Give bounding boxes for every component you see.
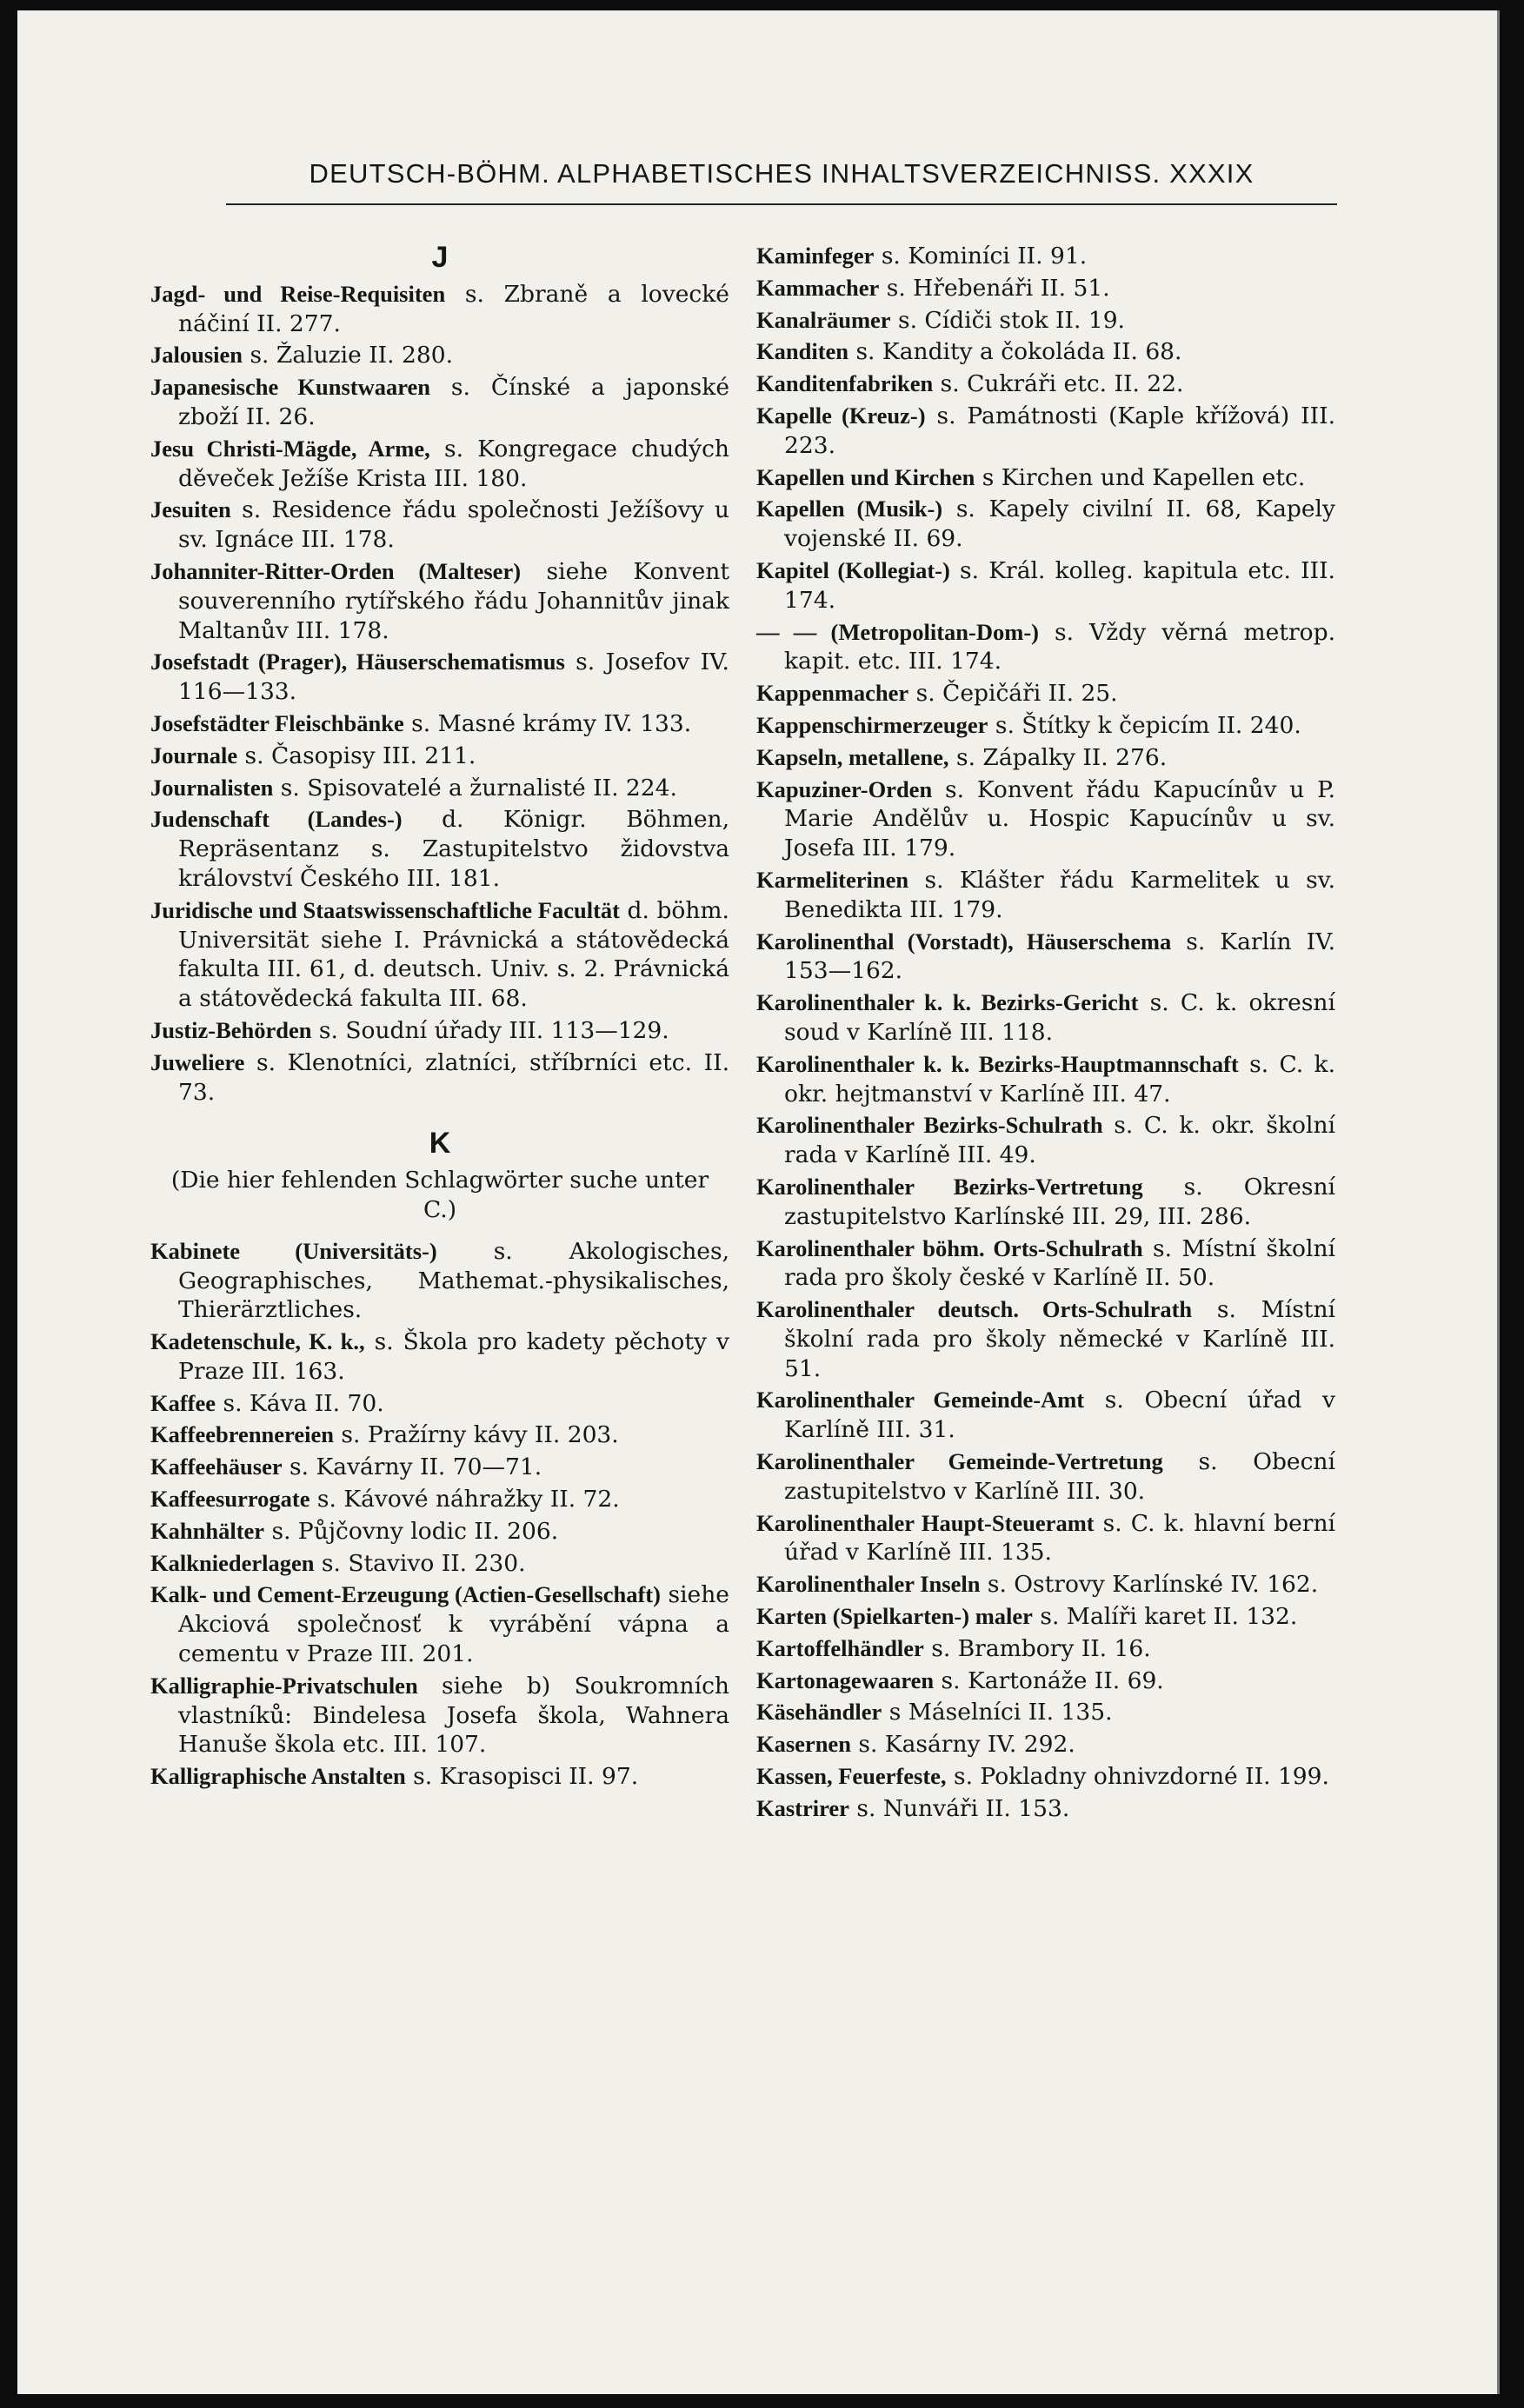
entry-reference: s. Kongregace chudých děveček Ježíše Krista III. 180.: [178, 435, 729, 492]
entries-j: [150, 280, 729, 1108]
entry-reference: s. Soudní úřady III. 113—129.: [311, 1016, 669, 1044]
index-entry: [756, 1794, 1335, 1824]
index-entry: [756, 1386, 1335, 1445]
entry-reference: s. C. k. okresní soud v Karlíně III. 118.: [784, 989, 1335, 1046]
entry-term: Kahnhälter: [150, 1517, 265, 1544]
index-entry: [150, 1580, 729, 1668]
entry-reference: s. C. k. okr. hejtmanství v Karlíně III. 47.: [784, 1050, 1335, 1108]
entry-term: Jalousien: [150, 342, 243, 369]
entry-term: Josefstadt (Prager), Häuserschematismus: [150, 649, 565, 675]
entry-term: Karolinenthaler Bezirks-Vertretung: [756, 1173, 1143, 1200]
running-header: DEUTSCH-BÖHM. ALPHABETISCHES INHALTSVERZEICHNISS. XXXIX: [309, 158, 1254, 189]
entry-term: Karmeliterinen: [756, 866, 909, 893]
entry-term: Journale: [150, 742, 238, 768]
entry-term: Journalisten: [150, 774, 274, 801]
entry-reference: s. Místní školní rada pro školy české v Karlíně II. 50.: [784, 1234, 1335, 1292]
index-entry: [756, 1447, 1335, 1507]
entry-reference: s. Vždy věrná metrop. kapit. etc. III. 174.: [784, 618, 1335, 675]
entry-reference: s. Kandity a čokoláda II. 68.: [849, 338, 1182, 366]
entry-reference: s Máselníci II. 135.: [882, 1699, 1113, 1726]
index-entry: [756, 618, 1335, 677]
index-entry: [756, 1634, 1335, 1664]
index-entry: [756, 711, 1335, 741]
index-entry: [150, 896, 729, 1014]
index-entry: [150, 1672, 729, 1759]
left-column: [150, 242, 729, 1794]
index-entry: [756, 402, 1335, 461]
index-entry: [150, 1420, 729, 1450]
entries-k: [150, 1237, 729, 1792]
entry-reference: s. Masné krámy IV. 133.: [403, 709, 692, 737]
entry-reference: s. Cukráři etc. II. 22.: [933, 370, 1184, 398]
entry-term: Karolinenthaler böhm. Orts-Schulrath: [756, 1234, 1143, 1261]
index-entry: [150, 1517, 729, 1547]
entry-term: Juridische und Staatswissenschaftliche Facultät: [150, 896, 620, 923]
index-entry: [150, 1453, 729, 1482]
entry-term: Karolinenthaler Gemeinde-Amt: [756, 1387, 1085, 1414]
entry-reference: s. Zbraně a lovecké náčiní II. 277.: [178, 280, 729, 337]
index-entry: [756, 775, 1335, 863]
entry-term: — — (Metropolitan-Dom-): [756, 618, 1039, 645]
entry-reference: s. Škola pro kadety pěchoty v Praze III. 163.: [178, 1328, 729, 1385]
entry-reference: s Kirchen und Kapellen etc.: [975, 463, 1306, 491]
entry-term: Kapelle (Kreuz-): [756, 402, 926, 429]
entry-term: Karolinenthaler k. k. Bezirks-Gericht: [756, 989, 1139, 1016]
entry-reference: s. Žaluzie II. 280.: [243, 342, 453, 369]
entry-reference: s. Josefov IV. 116—133.: [178, 649, 729, 706]
entry-term: Kabinete (Universitäts-): [150, 1237, 437, 1264]
entry-term: Kanditenfabriken: [756, 370, 934, 397]
index-entry: [756, 866, 1335, 925]
index-entry: [756, 1602, 1335, 1632]
entry-term: Karolinenthal (Vorstadt), Häuserschema: [756, 928, 1172, 955]
index-entry: [150, 1237, 729, 1325]
index-entry: [150, 1327, 729, 1387]
entry-term: Kaffee: [150, 1389, 216, 1416]
header-rule: [226, 203, 1337, 205]
index-entry: [756, 988, 1335, 1048]
entry-term: Kaffeehäuser: [150, 1453, 283, 1480]
entry-term: Kartoffelhändler: [756, 1634, 924, 1661]
entry-term: Kapuziner-Orden: [756, 775, 933, 802]
index-entry: [150, 709, 729, 739]
book-page: [17, 10, 1500, 2394]
index-entry: [150, 1549, 729, 1579]
index-entry: [150, 1048, 729, 1108]
index-entry: [756, 1730, 1335, 1759]
entry-term: Kapellen (Musik-): [756, 496, 943, 522]
entry-term: Kalkniederlagen: [150, 1549, 315, 1576]
entry-term: Kappenschirmerzeuger: [756, 711, 988, 738]
section-note-k: (Die hier fehlenden Schlagwörter suche unter C.): [170, 1167, 709, 1223]
entry-reference: d. Königr. Böhmen, Repräsentanz s. Zastupitelstvo židovstva království Českého III. 181.: [178, 806, 729, 892]
index-entry: [756, 1050, 1335, 1109]
entry-reference: s. Konvent řádu Kapucínův u P. Marie Andělův u. Hospic Kapucínův u sv. Josefa III. 179.: [784, 775, 1335, 862]
section-letter-j: J: [431, 241, 449, 274]
entry-term: Josefstädter Fleischbänke: [150, 709, 404, 736]
entry-reference: s. Spisovatelé a žurnalisté II. 224.: [273, 774, 677, 802]
index-entry: [150, 742, 729, 771]
entry-term: Kaffeebrennereien: [150, 1421, 334, 1448]
index-entry: [150, 1016, 729, 1046]
entry-reference: s. Hřebenáři II. 51.: [879, 274, 1110, 302]
entry-reference: s. Čínské a japonské zboží II. 26.: [178, 374, 730, 430]
entry-reference: s. Zápalky II. 276.: [948, 743, 1168, 771]
entry-reference: s. Krasopisci II. 97.: [405, 1763, 639, 1791]
entry-reference: s. Stavivo II. 230.: [314, 1549, 526, 1577]
entry-reference: s. Residence řádu společnosti Ježíšovy u sv. Ignáce III. 178.: [178, 496, 729, 554]
index-entry: [756, 1698, 1335, 1727]
index-entry: [756, 1111, 1335, 1170]
entry-reference: s. Pražírny kávy II. 203.: [333, 1421, 619, 1449]
entry-reference: s. Památnosti (Kaple křížová) III. 223.: [784, 402, 1336, 459]
entry-reference: s. Kávové náhražky II. 72.: [309, 1486, 620, 1513]
index-entry: [150, 341, 729, 370]
index-entry: [150, 373, 729, 432]
entry-term: Jesu Christi-Mägde, Arme,: [150, 435, 430, 462]
index-entry: [150, 648, 729, 707]
index-entry: [150, 280, 729, 339]
entry-term: Karolinenthaler Inseln: [756, 1571, 981, 1598]
entry-term: Jagd- und Reise-Requisiten: [150, 280, 446, 307]
entry-reference: s. Časopisy III. 211.: [237, 742, 476, 769]
index-entry: [150, 774, 729, 803]
entry-reference: d. böhm. Universität siehe I. Právnická a státovědecká fakulta III. 61, d. deutsch. Univ. s. 2. Právnická a státovědecká fakulta III. 68.: [178, 896, 729, 1013]
index-entry: [756, 928, 1335, 987]
entry-reference: s. Král. kolleg. kapitula etc. III. 174.: [784, 556, 1335, 614]
entry-reference: s. Brambory II. 16.: [923, 1634, 1151, 1662]
entry-term: Kadetenschule, K. k.,: [150, 1328, 365, 1355]
entry-term: Judenschaft (Landes-): [150, 806, 403, 833]
entry-reference: s. Obecní zastupitelstvo v Karlíně III. 30.: [784, 1448, 1335, 1505]
entry-reference: s. C. k. okr. školní rada v Karlíně III. 49.: [784, 1112, 1335, 1169]
index-entry: [756, 743, 1335, 773]
index-entry: [150, 805, 729, 893]
entry-term: Kanalräumer: [756, 306, 891, 333]
index-entry: [756, 556, 1335, 615]
index-entry: [150, 1485, 729, 1514]
entry-term: Kapseln, metallene,: [756, 743, 949, 770]
entry-reference: s. Káva II. 70.: [216, 1389, 384, 1417]
entry-reference: s. Půjčovny lodic II. 206.: [264, 1517, 559, 1545]
entry-term: Kalk- und Cement-Erzeugung (Actien-Gesellschaft): [150, 1581, 661, 1608]
entry-reference: s. Kavárny II. 70—71.: [282, 1453, 542, 1481]
index-entry: [756, 369, 1335, 399]
entry-term: Kapellen und Kirchen: [756, 463, 975, 490]
index-entry: [756, 1234, 1335, 1294]
entry-reference: s. Kasárny IV. 292.: [850, 1731, 1075, 1759]
entry-term: Juweliere: [150, 1048, 245, 1075]
entry-reference: s. Okresní zastupitelstvo Karlínské III. 29, III. 286.: [784, 1173, 1335, 1230]
entry-term: Karten (Spielkarten-) maler: [756, 1603, 1033, 1630]
index-entry: [150, 435, 729, 494]
entry-term: Kaffeesurrogate: [150, 1486, 310, 1513]
right-column: [756, 242, 1335, 1826]
entry-reference: s. Obecní úřad v Karlíně III. 31.: [784, 1387, 1335, 1444]
index-entry: [150, 1762, 729, 1792]
index-entry: [756, 1570, 1335, 1600]
entry-reference: siehe b) Soukromních vlastníků: Bindelesa Josefa škola, Wahnera Hanuše škola etc. III. 107.: [178, 1672, 729, 1759]
entry-reference: s. Kartonáže II. 69.: [934, 1666, 1164, 1694]
entry-term: Karolinenthaler Gemeinde-Vertretung: [756, 1448, 1163, 1475]
entry-reference: s. C. k. hlavní berní úřad v Karlíně III. 135.: [784, 1509, 1335, 1567]
entry-term: Karolinenthaler Bezirks-Schulrath: [756, 1112, 1103, 1139]
entries-k-continued: [756, 242, 1335, 1824]
entry-term: Kalligraphische Anstalten: [150, 1763, 406, 1790]
index-entry: [150, 1389, 729, 1419]
entry-reference: s. Čepičáři II. 25.: [908, 680, 1118, 708]
entry-term: Käsehändler: [756, 1699, 882, 1726]
entry-term: Kappenmacher: [756, 680, 909, 707]
entry-reference: s. Pokladny ohnivzdorné II. 199.: [946, 1763, 1329, 1791]
index-entry: [756, 242, 1335, 271]
entry-reference: s. Místní školní rada pro školy německé v Karlíně III. 51.: [784, 1296, 1335, 1382]
entry-reference: s. Kominíci II. 91.: [874, 243, 1088, 269]
index-entry: [756, 274, 1335, 303]
index-entry: [150, 557, 729, 645]
entry-term: Japanesische Kunstwaaren: [150, 374, 431, 401]
index-entry: [756, 1666, 1335, 1696]
entry-term: Kanditen: [756, 338, 849, 365]
entry-reference: s. Malíři karet II. 132.: [1032, 1603, 1298, 1631]
entry-term: Karolinenthaler Haupt-Steueramt: [756, 1509, 1095, 1536]
index-entry: [756, 337, 1335, 367]
entry-term: Kastrirer: [756, 1794, 849, 1821]
index-entry: [756, 1173, 1335, 1232]
entry-term: Jesuiten: [150, 496, 231, 523]
entry-reference: siehe Akciová společnosť k vyrábění vápna a cementu v Praze III. 201.: [178, 1581, 729, 1668]
index-entry: [756, 306, 1335, 336]
entry-reference: s. Štítky k čepicím II. 240.: [988, 711, 1301, 739]
entry-term: Kassen, Feuerfeste,: [756, 1763, 947, 1790]
index-entry: [756, 1295, 1335, 1383]
entry-reference: s. Klášter řádu Karmelitek u sv. Benedikta III. 179.: [784, 866, 1335, 923]
entry-reference: siehe Konvent souverenního rytířského řádu Johannitův jinak Maltanův III. 178.: [178, 557, 729, 644]
entry-term: Karolinenthaler k. k. Bezirks-Hauptmannschaft: [756, 1050, 1239, 1077]
entry-term: Kapitel (Kollegiat-): [756, 556, 950, 583]
entry-reference: s. Karlín IV. 153—162.: [784, 928, 1335, 985]
entry-reference: s. Akologisches, Geographisches, Mathemat.-physikalisches, Thierärztliches.: [178, 1237, 729, 1324]
entry-reference: s. Nunváři II. 153.: [849, 1794, 1070, 1822]
entry-reference: s. Cídiči stok II. 19.: [890, 306, 1125, 334]
index-entry: [756, 1509, 1335, 1568]
entry-term: Kalligraphie-Privatschulen: [150, 1672, 418, 1699]
entry-term: Karolinenthaler deutsch. Orts-Schulrath: [756, 1296, 1193, 1323]
section-letter-k: K: [429, 1127, 451, 1161]
entry-term: Justiz-Behörden: [150, 1016, 312, 1043]
index-entry: [756, 1762, 1335, 1792]
index-entry: [756, 679, 1335, 708]
entry-reference: s. Klenotníci, zlatníci, stříbrníci etc. II. 73.: [178, 1048, 729, 1106]
entry-reference: s. Kapely civilní II. 68, Kapely vojenské II. 69.: [784, 496, 1335, 553]
index-entry: [150, 496, 729, 555]
entry-term: Kasernen: [756, 1731, 851, 1758]
index-entry: [756, 463, 1335, 493]
entry-term: Kammacher: [756, 274, 880, 301]
entry-term: Kaminfeger: [756, 243, 875, 269]
entry-reference: s. Ostrovy Karlínské IV. 162.: [980, 1571, 1319, 1599]
entry-term: Johanniter-Ritter-Orden (Malteser): [150, 557, 522, 584]
entry-term: Kartonagewaaren: [756, 1666, 935, 1693]
index-entry: [756, 495, 1335, 554]
